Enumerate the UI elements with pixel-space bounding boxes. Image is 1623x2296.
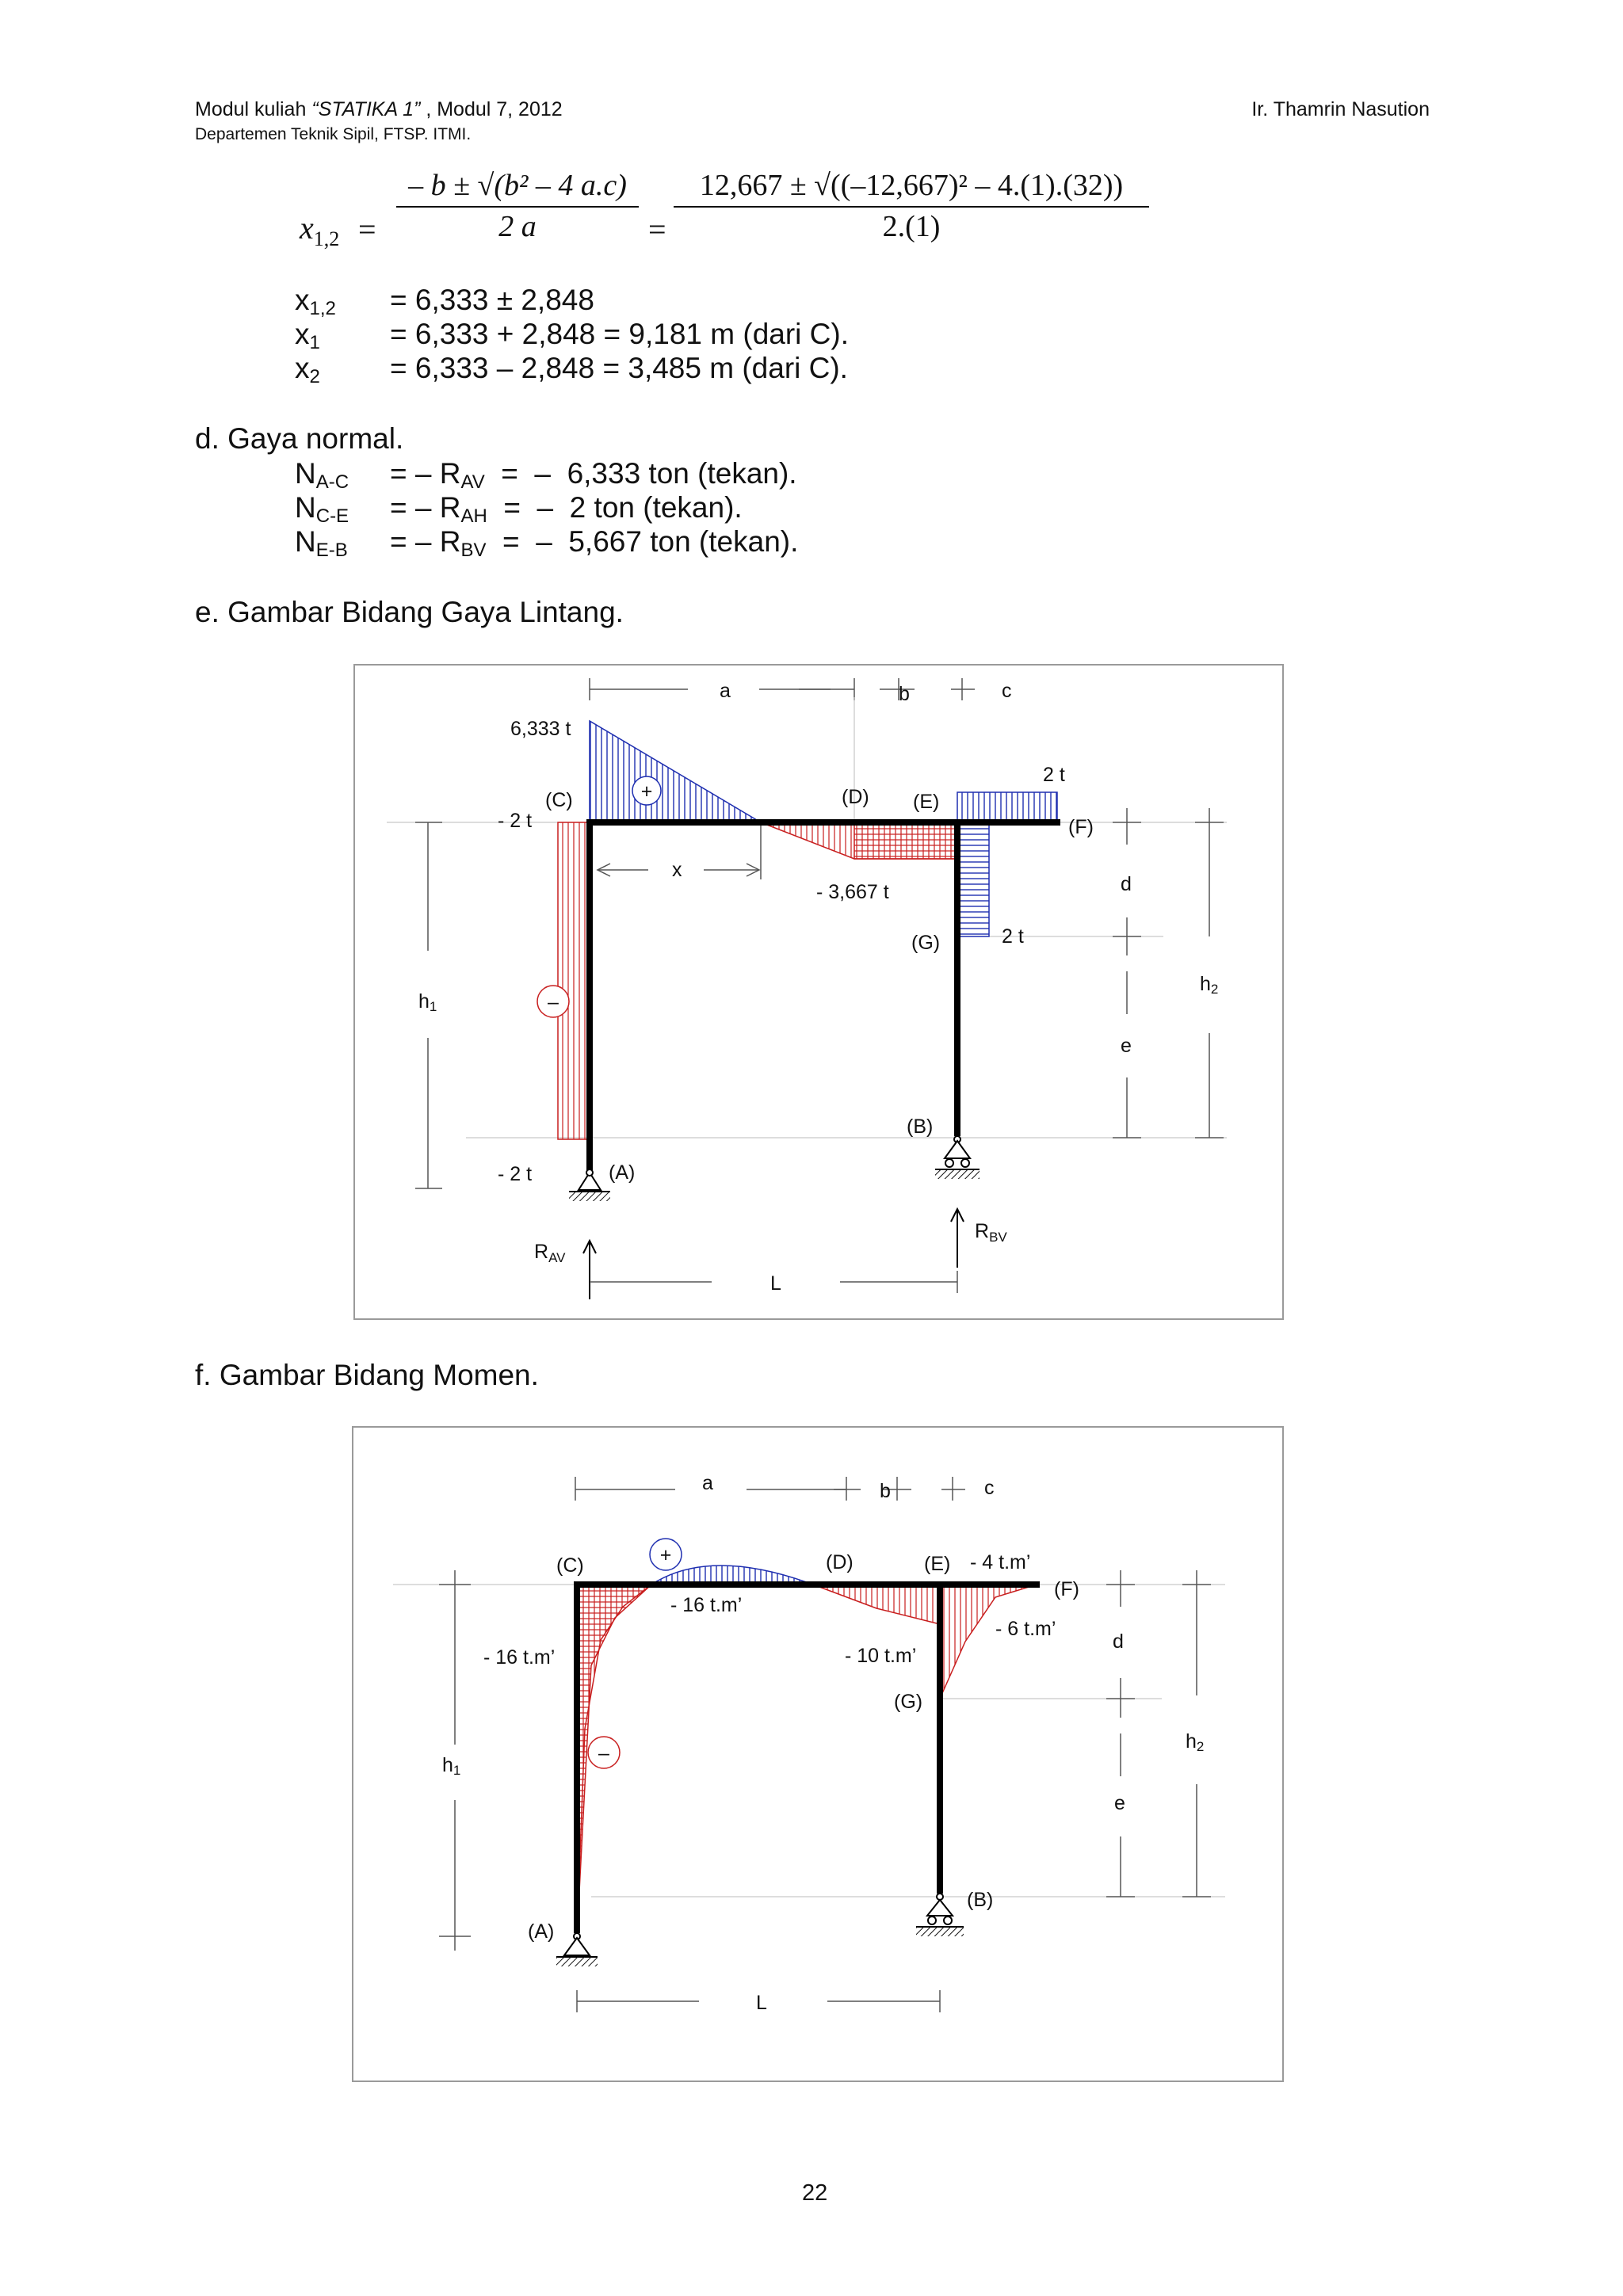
shear-value-2t-mid: 2 t: [1002, 925, 1024, 948]
shear-diagram-frame: [353, 664, 1284, 1320]
result-expr: = 6,333 ± 2,848: [390, 284, 594, 316]
formula-frac-1: [396, 168, 639, 244]
point-label-c: (C): [545, 789, 573, 811]
nf-r-sub: BV: [460, 540, 487, 561]
dim-label-h2: h2: [1200, 973, 1219, 997]
guide-lines: [387, 697, 1227, 1138]
formula-den-2: 2.(1): [882, 210, 941, 243]
dim-label-a: a: [702, 1472, 713, 1494]
nf-expr: [390, 457, 797, 494]
formula-den-1: 2 a: [498, 210, 537, 243]
result-expr: = 6,333 – 2,848 = 3,485 m (dari C).: [390, 352, 848, 384]
reaction-label-rav: $R_{AV}$: [534, 1241, 566, 1265]
dim-label-h1: h1: [442, 1754, 461, 1778]
formula-lhs-sub: 1,2: [313, 227, 340, 250]
nf-var: [295, 525, 348, 562]
header-course-title: “STATIKA 1”: [311, 98, 421, 120]
point-label-a: (A): [609, 1161, 636, 1184]
moment-value-6: - 6 t.m’: [995, 1618, 1056, 1640]
result-var-sub: 1,2: [309, 298, 336, 319]
moment-value-10: - 10 t.m’: [845, 1645, 917, 1667]
header-prefix: Modul kuliah: [195, 98, 312, 120]
moment-diagram-frame: [352, 1426, 1284, 2082]
formula-frac-2: [674, 168, 1149, 244]
minus-sign: –: [548, 991, 559, 1013]
plus-sign-circle: [632, 776, 661, 805]
header-author: Ir. Thamrin Nasution: [1251, 98, 1430, 120]
nf-r-sub: AV: [460, 471, 485, 493]
section-d-title: d. Gaya normal.: [195, 422, 404, 455]
point-label-g: (G): [911, 932, 941, 954]
plus-sign: +: [640, 780, 653, 803]
roller-support-b: [916, 1894, 964, 1936]
shear-negative-de: [854, 822, 957, 859]
dim-label-l: L: [770, 1272, 781, 1295]
point-label-e: (E): [913, 791, 940, 813]
nf-var-sub: A-C: [315, 471, 349, 493]
shear-positive-eg: [957, 822, 989, 936]
frame-structure: [574, 1585, 1040, 1933]
nf-var-sub: C-E: [315, 505, 349, 527]
point-label-d: (D): [826, 1551, 854, 1573]
nf-eq: = – R: [390, 525, 461, 558]
shear-value-6333: 6,333 t: [510, 718, 571, 740]
point-label-f: (F): [1068, 816, 1094, 838]
result-expr: = 6,333 + 2,848 = 9,181 m (dari C).: [390, 318, 849, 350]
moment-value-4: - 4 t.m’: [970, 1551, 1031, 1573]
bending-moment-diagram: [353, 1428, 1282, 2081]
shear-force-diagram: [355, 666, 1282, 1318]
nf-rest: = – 6,333 ton (tekan).: [484, 457, 797, 490]
formula-num-2: 12,667 ± √((–12,667)² – 4.(1).(32)): [674, 168, 1149, 208]
dimension-a-b-c: [590, 678, 975, 700]
page-number: 22: [802, 2180, 828, 2206]
formula-eq-1: =: [358, 212, 376, 247]
reaction-label-rbv: $R_{BV}$: [975, 1220, 1007, 1245]
moment-negative-de: [813, 1585, 940, 1624]
plus-sign: +: [659, 1544, 672, 1566]
formula-lhs-var: x: [300, 210, 314, 246]
nf-expr: [390, 525, 798, 562]
shear-value-2t-top: 2 t: [1043, 764, 1065, 786]
point-label-g: (G): [894, 1691, 923, 1713]
dim-label-b: b: [880, 1480, 891, 1502]
shear-value-minus2-bottom: - 2 t: [498, 1163, 533, 1185]
nf-var: [295, 491, 349, 528]
dim-label-d: d: [1121, 873, 1132, 895]
header-suffix: , Modul 7, 2012: [420, 98, 563, 120]
nf-expr: [390, 491, 743, 528]
dim-label-b: b: [899, 683, 910, 705]
moment-value-16-beam: - 16 t.m’: [670, 1594, 743, 1616]
nf-var-letter: N: [295, 491, 316, 524]
moment-negative-eg: [940, 1585, 1037, 1699]
point-label-f: (F): [1054, 1578, 1079, 1600]
formula-lhs: [300, 209, 339, 251]
header-left-line2: Departemen Teknik Sipil, FTSP. ITMI.: [195, 125, 472, 143]
minus-sign-circle: [537, 986, 569, 1017]
dim-label-c: c: [984, 1477, 995, 1499]
guide-lines: [393, 1585, 1225, 1897]
formula-num-1: – b ± √(b² – 4 a.c): [396, 168, 639, 208]
result-var-letter: x: [295, 284, 310, 316]
point-label-b: (B): [967, 1889, 994, 1911]
pin-support-a: [569, 1169, 610, 1201]
header-left-line1: [195, 98, 563, 121]
roller-support-b: [935, 1136, 980, 1179]
shear-positive-ef: [957, 792, 1057, 822]
point-label-a: (A): [528, 1920, 555, 1943]
nf-eq: = – R: [390, 457, 461, 490]
result-var-letter: x: [295, 352, 310, 384]
point-label-d: (D): [842, 786, 869, 808]
nf-rest: = – 5,667 ton (tekan).: [486, 525, 799, 558]
dim-label-e: e: [1121, 1035, 1132, 1057]
dim-label-l: L: [756, 1992, 767, 2014]
nf-var-sub: E-B: [315, 540, 348, 561]
result-var: [295, 284, 336, 320]
section-f-title: f. Gambar Bidang Momen.: [195, 1359, 539, 1391]
moment-value-16-column: - 16 t.m’: [483, 1646, 556, 1669]
minus-sign: –: [598, 1742, 609, 1764]
dim-label-d: d: [1113, 1630, 1124, 1653]
point-label-e: (E): [924, 1553, 951, 1575]
shear-positive-ac: [590, 721, 761, 822]
result-var: [295, 352, 320, 388]
dim-label-h2: h2: [1186, 1730, 1205, 1754]
dim-label-x: x: [672, 859, 682, 881]
nf-var-letter: N: [295, 525, 316, 558]
minus-sign-circle: [588, 1737, 620, 1768]
result-var-letter: x: [295, 318, 310, 350]
shear-value-minus2-top: - 2 t: [498, 810, 533, 832]
formula-eq-2: =: [648, 212, 666, 247]
dim-label-e: e: [1114, 1792, 1125, 1814]
shear-value-minus3667: - 3,667 t: [816, 881, 889, 903]
nf-eq: = – R: [390, 491, 461, 524]
plus-sign-circle: [650, 1539, 682, 1570]
dimension-a-b-c: [575, 1477, 965, 1501]
result-var: [295, 318, 320, 354]
nf-r-sub: AH: [460, 505, 487, 527]
nf-var-letter: N: [295, 457, 316, 490]
pin-support-a: [556, 1933, 598, 1966]
point-label-b: (B): [907, 1116, 934, 1138]
dim-label-c: c: [1002, 680, 1012, 702]
dim-label-a: a: [720, 680, 731, 702]
dim-label-h1: h1: [418, 990, 437, 1014]
nf-var: [295, 457, 349, 494]
shear-negative-column-a: [558, 822, 590, 1139]
nf-rest: = – 2 ton (tekan).: [487, 491, 743, 524]
result-var-sub: 2: [309, 366, 320, 387]
result-var-sub: 1: [309, 332, 320, 353]
section-e-title: e. Gambar Bidang Gaya Lintang.: [195, 596, 624, 628]
point-label-c: (C): [556, 1554, 584, 1577]
